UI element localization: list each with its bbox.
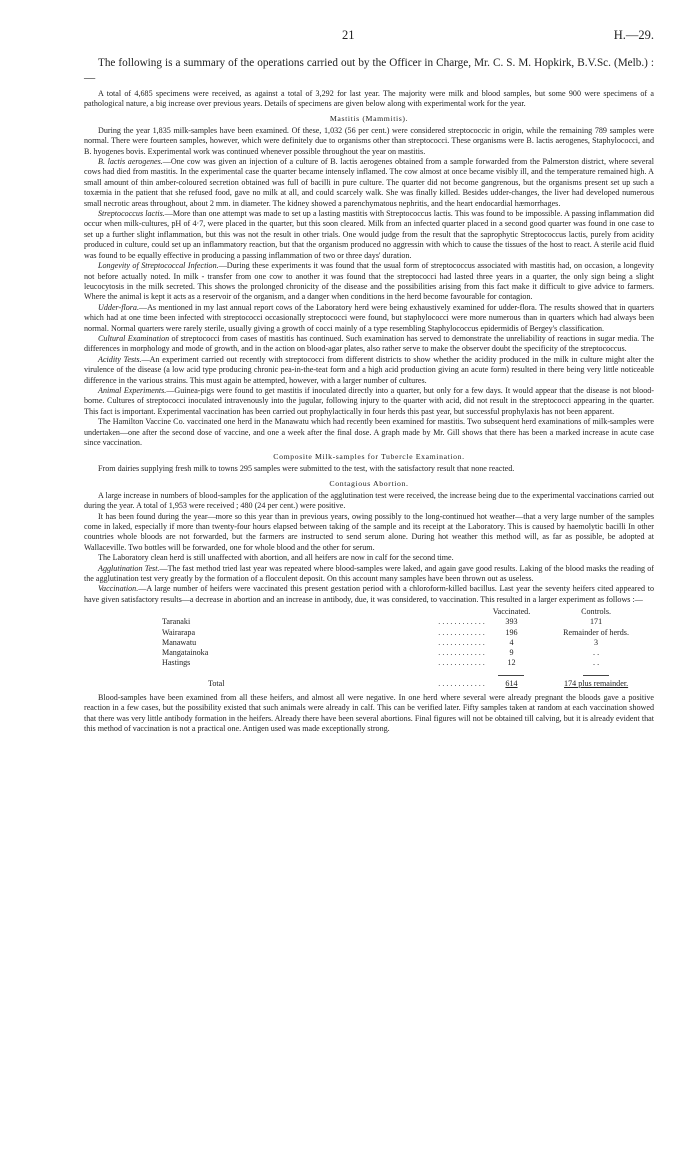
controls-cell: . . bbox=[593, 648, 600, 658]
mastitis-paragraph-6 bbox=[84, 334, 654, 355]
abortion-paragraph-6: Blood-samples have been examined from all these heifers, and almost all were negative. In one herd where several were already pregnant the bloods gave a positive reaction in a few cases, but the possibility existed that such animals were already in calf. This can be verified later. Fifty samples taken at random at each vaccination showed that there was very little antibody formation in the heifers. Already there have been several abortions. Final figures will not be obtained till calving, but it is already evident that this method of vaccination is not a practical one. Antigen used was made exceptionally strong. bbox=[84, 692, 654, 734]
vaccinated-cell: 196 bbox=[505, 627, 518, 637]
controls-cell: Remainder of herds. bbox=[563, 627, 629, 637]
run-in-heading: Acidity Tests. bbox=[98, 354, 142, 364]
dot-leader: . . . . . . . . . . . . bbox=[438, 637, 485, 647]
mastitis-paragraph-3 bbox=[84, 209, 654, 261]
table-total-row bbox=[162, 679, 654, 689]
sum-rule bbox=[498, 675, 524, 676]
abortion-paragraph-5 bbox=[84, 584, 654, 605]
dot-leader: . . . . . . . . . . . . bbox=[438, 627, 485, 637]
table-row bbox=[162, 638, 654, 648]
table-rule bbox=[162, 669, 654, 679]
district-cell: Hastings bbox=[162, 658, 191, 668]
table-row bbox=[162, 617, 654, 627]
run-in-heading: B. lactis aerogenes. bbox=[98, 157, 163, 167]
intro-paragraph: The following is a summary of the operations carried out by the Officer in Charge, Mr. C. S. M. Hopkirk, B.V.Sc. (Melb.) :— bbox=[84, 57, 654, 84]
paragraph-text: —As mentioned in my last annual report cows of the Laboratory herd were being exhaustively examined for udder-flora. The results showed that in quarters which had at one time been infected with streptococci occasionally streptococci were found, but staphylococci were more numerous than in quarters which had always been normal. Normal quarters were rarely sterile, usually giving a growth of cocci mainly of a type resembling Staphylococcus epidermidis of Bergey's classification. bbox=[84, 302, 654, 333]
total-label: Total bbox=[208, 678, 225, 688]
total-vaccinated: 614 bbox=[505, 678, 518, 688]
paragraph-text: of streptococci from cases of mastitis has continued. Such examination has served to demonstrate the unreliability of reactions in sugar media. The differences in morphology and mode of growth, and in the action on blood-agar plates, also rather serve to make the observer doubt the specificity of the streptococcus. bbox=[84, 333, 654, 354]
paragraph-text: —One cow was given an injection of a culture of B. lactis aerogenes obtained from a sample forwarded from the Palmerston district, where several cows had died from mastitis. In the experimental case the quarter became intensely inflamed. The cow almost at once became visibly ill, and the temperature remained high. A small amount of thin amber-coloured secretion obtained was full of bacilli in pure culture. The quarter did not become gangrenous, but the organisms present set up such a toxæmia in the patient that she refused food, gave no milk at all, and could scarcely walk. She was finally killed. Besides udder-changes, the liver had developed numerous small necrotic areas throughout, about 2 mm. in diameter. The kidney showed a parenchymatous nephritis, and the heart endocardial hæmorrhages. bbox=[84, 157, 654, 208]
run-in-heading: Streptococcus lactis. bbox=[98, 209, 165, 219]
run-in-heading: Udder-flora. bbox=[98, 302, 139, 312]
dot-leader: . . . . . . . . . . . . bbox=[438, 678, 485, 688]
mastitis-paragraph-7 bbox=[84, 355, 654, 386]
document-reference: H.—29. bbox=[613, 28, 654, 42]
paragraph-text: —Guinea-pigs were found to get mastitis if inoculated directly into a quarter, but only for a few days. It would appear that the disease is not blood-borne. Cultures of streptococci inoculated intravenously into the jugular, following injury to the quarter with acid, did not result in the streptococci appearing in the quarter. This fact is important. Experimental vaccination has been carried out prophylactically in four herds this past year, but successful prophylaxis has not been apparent. bbox=[84, 385, 654, 416]
vaccinated-cell: 4 bbox=[509, 637, 514, 647]
paragraph-text: —The fast method tried last year was repeated where blood-samples were laked, and again gave good results. Laking of the blood masks the reading of the agglutination test very greatly by the formation of a flocculent deposit. On this account many samples have been thrown out as useless. bbox=[84, 563, 654, 584]
table-header-row bbox=[162, 607, 654, 617]
abortion-paragraph-2: It has been found during the year—more so this year than in previous years, owing possibly to the long-continued hot weather—that a very large number of the samples come in laked, especially if more than twenty-four hours elapsed between taking of the sample and its receipt at the Laboratory. This is caused by haemolytic bacilli In other countries whole bloods are not forwarded, but the farmers are instructed to send serum alone. During hot weather this method will, as far as possible, be adopted at Wallaceville. Two bottles will be forwarded, one for whole blood and the other for serum. bbox=[84, 511, 654, 552]
dot-leader: . . . . . . . . . . . . bbox=[438, 658, 485, 668]
mastitis-paragraph-8 bbox=[84, 386, 654, 417]
paragraph-text: —A large number of heifers were vaccinated this present gestation period with a chloroform-killed bacillus. Last year the seventy heifers cited appeared to have given satisfactory results—a decrease in abortion and an increase in antibody, due, it was considered, to vaccination. This resulted in a larger experiment as follows :— bbox=[84, 584, 654, 604]
paragraph-text: —During these experiments it was found that the usual form of streptococcus associated with mastitis had, on occasion, a longevity not before actually noted. In milk - transfer from one cow to another it was found that the streptococci had lasted three years in a quarter, the only sign being a slight leucocytosis in the milk secreted. This shows the prolonged chronicity of the disease and the possibilities arising from this fact make it difficult to give advice to farmers. Where the animal is kept it acts as a reservoir of the organism, and a danger when conditions in the herd become favourable for contagion. bbox=[84, 261, 654, 302]
controls-cell: 3 bbox=[594, 637, 599, 647]
page-number: 21 bbox=[342, 28, 355, 42]
mastitis-paragraph-4 bbox=[84, 261, 654, 303]
abortion-paragraph-4 bbox=[84, 564, 654, 585]
total-controls: 174 plus remainder. bbox=[564, 678, 629, 688]
paragraph-text: —An experiment carried out recently with streptococci from different districts to show whether the acidity produced in the milk in culture might alter the virulence of the disease (a low acid type producing chronic pea-in-the-teat form and a high acid production giving an acute form) resulted in there being very little noticeable difference in the various strains. This must again be attempted, however, with a larger number of cultures. bbox=[84, 354, 654, 385]
mastitis-paragraph-9: The Hamilton Vaccine Co. vaccinated one herd in the Manawatu which had recently been examined for mastitis. Two subsequent herd examinations of milk-samples were undertaken—one after the second dose of vaccine, and one a week after the final dose. A graph made by Mr. Gill shows that there has been a marked increase in acute case since vaccination. bbox=[84, 417, 654, 447]
column-header-controls: Controls. bbox=[581, 607, 612, 617]
page-header bbox=[84, 30, 654, 46]
run-in-heading: Longevity of Streptococcal Infection. bbox=[98, 261, 219, 271]
dot-leader: . . . . . . . . . . . . bbox=[438, 648, 485, 658]
mastitis-paragraph-2 bbox=[84, 157, 654, 209]
run-in-heading: Cultural Examination bbox=[98, 333, 170, 343]
abortion-paragraph-1: A large increase in numbers of blood-samples for the application of the agglutination test were received, the increase being due to the experimental vaccinations carried out during the year. A total of 1,953 were received ; 480 (24 per cent.) were positive. bbox=[84, 490, 654, 511]
table-row bbox=[162, 658, 654, 668]
mastitis-paragraph-1: During the year 1,835 milk-samples have been examined. Of these, 1,032 (56 per cent.) were considered streptococcic in origin, while the remaining 789 samples were normal. There were fourteen samples, however, which were definitely due to organisms other than streptococci. These organisms were B. lactis aerogenes, Staphylococci, and B. hyogenes bovis. Experimental work was continued whenever possible throughout the year on mastitis. bbox=[84, 125, 654, 156]
run-in-heading: Agglutination Test. bbox=[98, 563, 160, 573]
abortion-paragraph-3: The Laboratory clean herd is still unaffected with abortion, and all heifers are now in calf for the second time. bbox=[98, 553, 454, 563]
section-heading-mastitis: Mastitis (Mammitis). bbox=[329, 113, 409, 123]
controls-cell: 171 bbox=[589, 617, 603, 627]
controls-cell: . . bbox=[593, 658, 600, 668]
run-in-heading: Vaccination. bbox=[98, 584, 139, 594]
district-cell: Wairarapa bbox=[162, 627, 196, 637]
vaccinated-cell: 9 bbox=[509, 648, 514, 658]
vaccinated-cell: 12 bbox=[507, 658, 516, 668]
district-cell: Manawatu bbox=[162, 637, 197, 647]
mastitis-paragraph-5 bbox=[84, 303, 654, 334]
section-heading-abortion: Contagious Abortion. bbox=[329, 478, 409, 488]
district-cell: Mangatainoka bbox=[162, 648, 209, 658]
column-header-vaccinated: Vaccinated. bbox=[492, 607, 531, 617]
composite-paragraph: From dairies supplying fresh milk to towns 295 samples were submitted to the test, with the satisfactory result that none reacted. bbox=[98, 464, 515, 474]
paragraph-text: —More than one attempt was made to set up a lasting mastitis with Streptococcus lactis. This was found to be impossible. A passing inflammation did occur when milk-cultures, pH of 4·7, were placed in the quarter, but this soon cleared. Milk from an infected quarter placed in a second good quarter was found in one case to set up a further slight inflammation, but this was not the result in other trials. One would judge from the result that the saprophytic Streptococcus lactis, purely from acidity produced in culture, could set up an inflammatory reaction, but that the organism produced no aggressin with which to cause the tissues of the host to react. A sterile acid fluid was found to be equally effective in producing a passing inflammation of two or three days' duration. bbox=[84, 209, 654, 260]
dot-leader: . . . . . . . . . . . . bbox=[438, 617, 485, 627]
run-in-heading: Animal Experiments. bbox=[98, 385, 167, 395]
section-heading-composite: Composite Milk-samples for Tubercle Examination. bbox=[273, 452, 465, 462]
sum-rule bbox=[583, 675, 609, 676]
vaccination-table bbox=[162, 607, 654, 689]
table-row bbox=[162, 648, 654, 658]
table-row bbox=[162, 628, 654, 638]
district-cell: Taranaki bbox=[162, 617, 191, 627]
summary-paragraph: A total of 4,685 specimens were received, as against a total of 3,292 for last year. The majority were milk and blood samples, but some 900 were specimens of a pathological nature, a big increase over previous years. Details of specimens are given below along with experimental work for the year. bbox=[84, 89, 654, 109]
vaccinated-cell: 393 bbox=[505, 617, 518, 627]
